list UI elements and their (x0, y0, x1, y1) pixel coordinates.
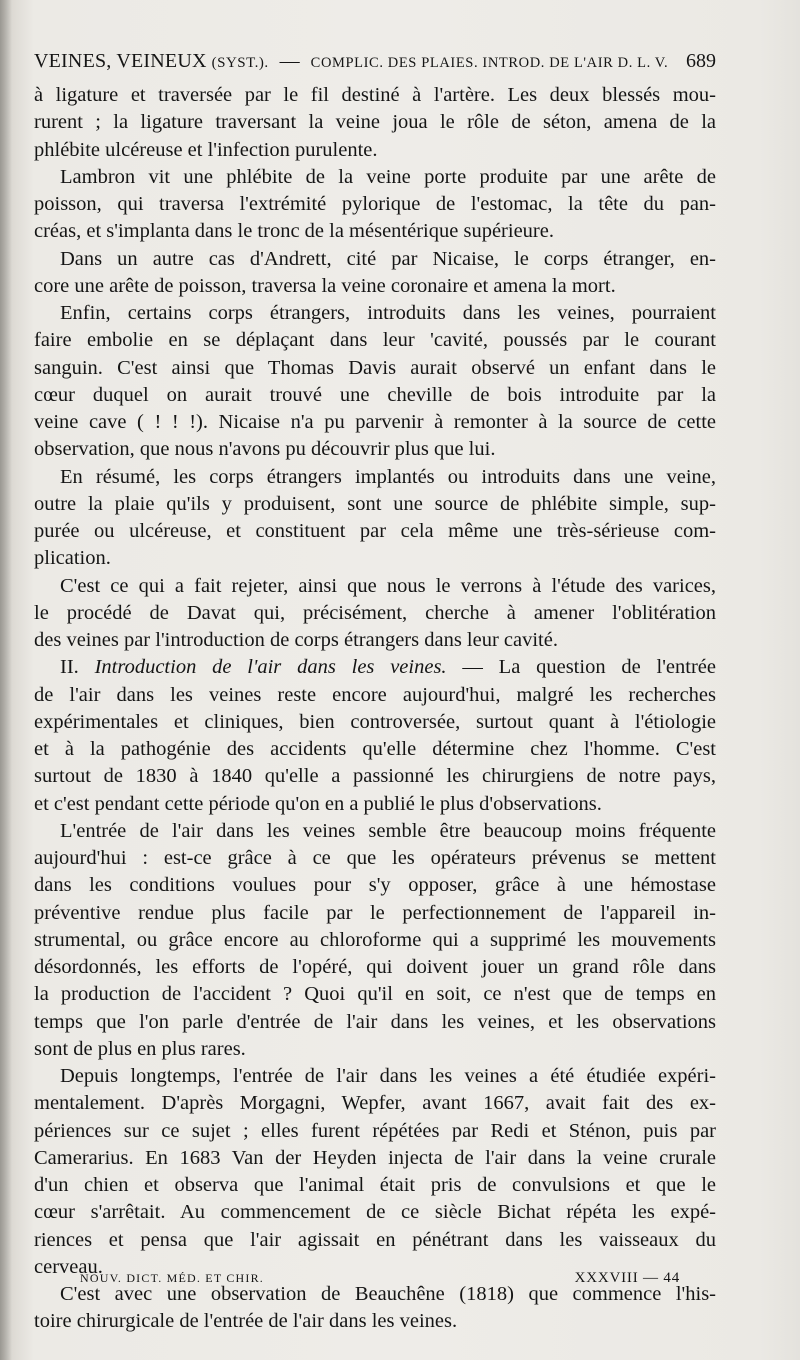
text-line: C'est avec une observation de Beauchêne (1818) que commence l'his- (60, 1283, 716, 1305)
text-line: En résumé, les corps étrangers implantés ou introduits dans une veine, (60, 465, 716, 488)
text-line: rurent ; la ligature traversant la veine joua le rôle de séton, amena de la (34, 111, 716, 134)
text-line: observation, que nous n'avons pu découvrir plus que lui. (34, 438, 496, 461)
text-line: toire chirurgicale de l'entrée de l'air dans les veines. (34, 1310, 458, 1333)
header-syst: (SYST.). (211, 55, 269, 71)
section-lead-text: — La question de l'entrée (462, 656, 716, 679)
text-line: de l'air dans les veines reste encore aujourd'hui, malgré les recherches (34, 683, 716, 706)
footer-signature: XXXVIII — 44 (574, 1270, 680, 1286)
text-line: plication. (34, 547, 111, 570)
text-line: outre la plaie qu'ils y produisent, sont une source de phlébite simple, sup- (34, 492, 716, 515)
section-title: Introduction de l'air dans les veines. (94, 656, 447, 679)
text-line: veine cave ( ! ! !). Nicaise n'a pu parvenir à remonter à la source de cette (34, 411, 716, 433)
text-line: riences et pensa que l'air agissait en pénétrant dans les vaisseaux du (34, 1228, 716, 1251)
text-line: core une arête de poisson, traversa la veine coronaire et amena la mort. (34, 274, 616, 297)
text-line: sont de plus en plus rares. (34, 1037, 246, 1060)
text-line: créas, et s'implanta dans le tronc de la mésentérique supérieure. (34, 220, 554, 243)
footer-publication: NOUV. DICT. MÉD. ET CHIR. (80, 1271, 265, 1285)
header-dash: — (279, 50, 300, 72)
text-line: cœur s'arrêtait. Au commencement de ce siècle Bichat répéta les expé- (34, 1201, 716, 1224)
text-line: poisson, qui traversa l'extrémité pylorique de l'estomac, la tête du pan- (34, 193, 716, 215)
text-line: temps que l'on parle d'entrée de l'air dans les veines, et les observations (34, 1010, 716, 1033)
header-subject: COMPLIC. DES PLAIES. INTROD. DE L'AIR D. L. V. (310, 55, 669, 71)
text-line: préventive rendue plus facile par le perfectionnement de l'appareil in- (34, 901, 716, 924)
text-line: C'est ce qui a fait rejeter, ainsi que nous le verrons à l'étude des varices, (60, 574, 716, 597)
text-line: strumental, ou grâce encore au chloroforme qui a supprimé les mouvements (34, 928, 716, 951)
text-line: aujourd'hui : est-ce grâce à ce que les opérateurs prévenus se mettent (34, 847, 716, 869)
text-line: surtout de 1830 à 1840 qu'elle a passionné les chirurgiens de notre pays, (34, 765, 716, 788)
text-line: à ligature et traversée par le fil destiné à l'artère. Les deux blessés mou- (34, 84, 716, 106)
text-line: d'un chien et observa que l'animal était pris de convulsions et que le (34, 1174, 716, 1196)
page-footer (80, 1266, 680, 1290)
text-line: Enfin, certains corps étrangers, introduits dans les veines, pourraient (60, 302, 716, 324)
text-line: le procédé de Davat qui, précisément, cherche à amener l'oblitération (34, 601, 716, 624)
text-line: désordonnés, les efforts de l'opéré, qui doivent jouer un grand rôle dans (34, 956, 716, 978)
text-line: phlébite ulcéreuse et l'infection purulente. (34, 138, 378, 161)
text-line: Dans un autre cas d'Andrett, cité par Nicaise, le corps étranger, en- (60, 247, 716, 270)
text-line: Lambron vit une phlébite de la veine porte produite par une arête de (60, 165, 716, 188)
text-line: purée ou ulcéreuse, et constituent par cela même une très-sérieuse com- (34, 520, 716, 542)
text-line: mentalement. D'après Morgagni, Wepfer, avant 1667, avait fait des ex- (34, 1092, 716, 1115)
text-line: Camerarius. En 1683 Van der Heyden injecta de l'air dans la veine crurale (34, 1146, 716, 1169)
page-number: 689 (686, 50, 716, 72)
text-line: et c'est pendant cette période qu'on en a publié le plus d'observations. (34, 792, 602, 815)
running-header (34, 46, 716, 76)
text-line: expérimentales et cliniques, bien controversée, surtout quant à l'étiologie (34, 710, 716, 733)
body-text (34, 82, 716, 1336)
text-line: cœur duquel on aurait trouvé une cheville de bois introduite par la (34, 383, 716, 406)
text-line: L'entrée de l'air dans les veines semble être beaucoup moins fréquente (60, 819, 716, 842)
binding-shadow (0, 0, 12, 1360)
text-line: la production de l'accident ? Quoi qu'il en soit, ce n'est que de temps en (34, 983, 716, 1006)
section-numeral: II. (60, 656, 79, 679)
text-line: des veines par l'introduction de corps étrangers dans leur cavité. (34, 629, 558, 651)
text-line: sanguin. C'est ainsi que Thomas Davis aurait observé un enfant dans le (34, 356, 716, 379)
text-line: cerveau. (34, 1255, 103, 1278)
text-line: Depuis longtemps, l'entrée de l'air dans les veines a été étudiée expéri- (60, 1065, 716, 1087)
text-line: faire embolie en se déplaçant dans leur 'cavité, poussés par le courant (34, 329, 716, 352)
text-line: dans les conditions voulues pour s'y opposer, grâce à une hémostase (34, 874, 716, 897)
text-line: et à la pathogénie des accidents qu'elle détermine chez l'homme. C'est (34, 738, 716, 760)
text-line: périences sur ce sujet ; elles furent répétées par Redi et Sténon, puis par (34, 1119, 716, 1142)
header-title: VEINES, VEINEUX (34, 50, 207, 72)
section-heading-line (34, 654, 716, 681)
